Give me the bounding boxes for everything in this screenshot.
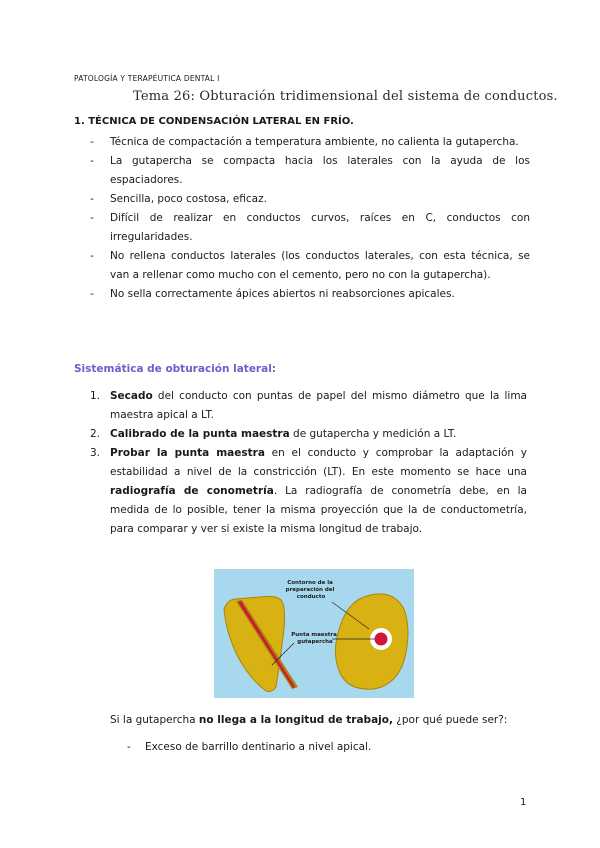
causes-list — [127, 738, 371, 757]
page-title: Tema 26: Obturación tridimensional del sistema de conductos. — [133, 89, 558, 104]
question-post: ¿por qué puede ser?: — [392, 714, 508, 726]
question-bold: no llega a la longitud de trabajo, — [198, 714, 393, 726]
label-contour-line: Contorno de la — [287, 580, 333, 586]
label-contour-line: conducto — [296, 594, 326, 600]
gutta-percha-cross — [375, 633, 388, 646]
label-contour-line: preparación del — [285, 587, 335, 593]
subsection-heading: Sistemática de obturación lateral: — [74, 363, 276, 375]
step-number: 3. — [90, 447, 101, 459]
list-item: - Sencilla, poco costosa, eficaz. — [90, 190, 530, 209]
step-item — [90, 387, 527, 425]
step-bold: Secado — [110, 390, 153, 402]
step-item — [90, 444, 527, 539]
label-point-line: gutapercha — [297, 639, 333, 645]
label-point-line: Punta maestra — [291, 632, 337, 638]
list-item: - Difícil de realizar en conductos curvos, raíces en C, conductos con irregularidades. — [90, 209, 530, 247]
technique-list — [90, 133, 530, 304]
list-item: - La gutapercha se compacta hacia los laterales con la ayuda de los espaciadores. — [90, 152, 530, 190]
step-number: 1. — [90, 390, 101, 402]
step-bold: Probar la punta maestra — [110, 447, 265, 459]
conometry-figure — [214, 569, 414, 698]
list-item: - No rellena conductos laterales (los conductos laterales, con esta técnica, se van a rellenar como mucho con el cemento, pero no con la gutapercha). — [90, 247, 530, 285]
question-line — [110, 714, 507, 726]
list-item: - No sella correctamente ápices abiertos ni reabsorciones apicales. — [90, 285, 530, 304]
step-bold-radiography: radiografía de conometría — [110, 485, 274, 497]
step-text: del conducto con puntas de papel del mismo diámetro que la lima maestra apical a LT. — [110, 390, 527, 421]
list-item: - Exceso de barrillo dentinario a nivel apical. — [127, 738, 371, 757]
section-heading: 1. TÉCNICA DE CONDENSACIÓN LATERAL EN FRÍO. — [74, 116, 354, 127]
step-number: 2. — [90, 428, 101, 440]
step-text: de gutapercha y medición a LT. — [289, 428, 457, 440]
step-text: . La radiografía de conometría debe, en la medida de lo posible, tener la misma proyección que la de conductometría, para comparar y ver si existe la misma longitud de trabajo. — [110, 485, 527, 535]
course-header: PATOLOGÍA Y TERAPÉUTICA DENTAL I — [74, 74, 220, 83]
page-number: 1 — [520, 797, 527, 808]
step-item — [90, 425, 527, 444]
step-text: en el conducto y comprobar la adaptación y estabilidad a nivel de la constricción (LT). En este momento se hace una — [110, 447, 527, 478]
step-bold: Calibrado de la punta maestra — [110, 428, 290, 440]
list-item: - Técnica de compactación a temperatura ambiente, no calienta la gutapercha. — [90, 133, 530, 152]
question-pre: Si la gutapercha — [110, 714, 199, 726]
label-point — [291, 632, 339, 645]
steps-list — [90, 387, 527, 539]
